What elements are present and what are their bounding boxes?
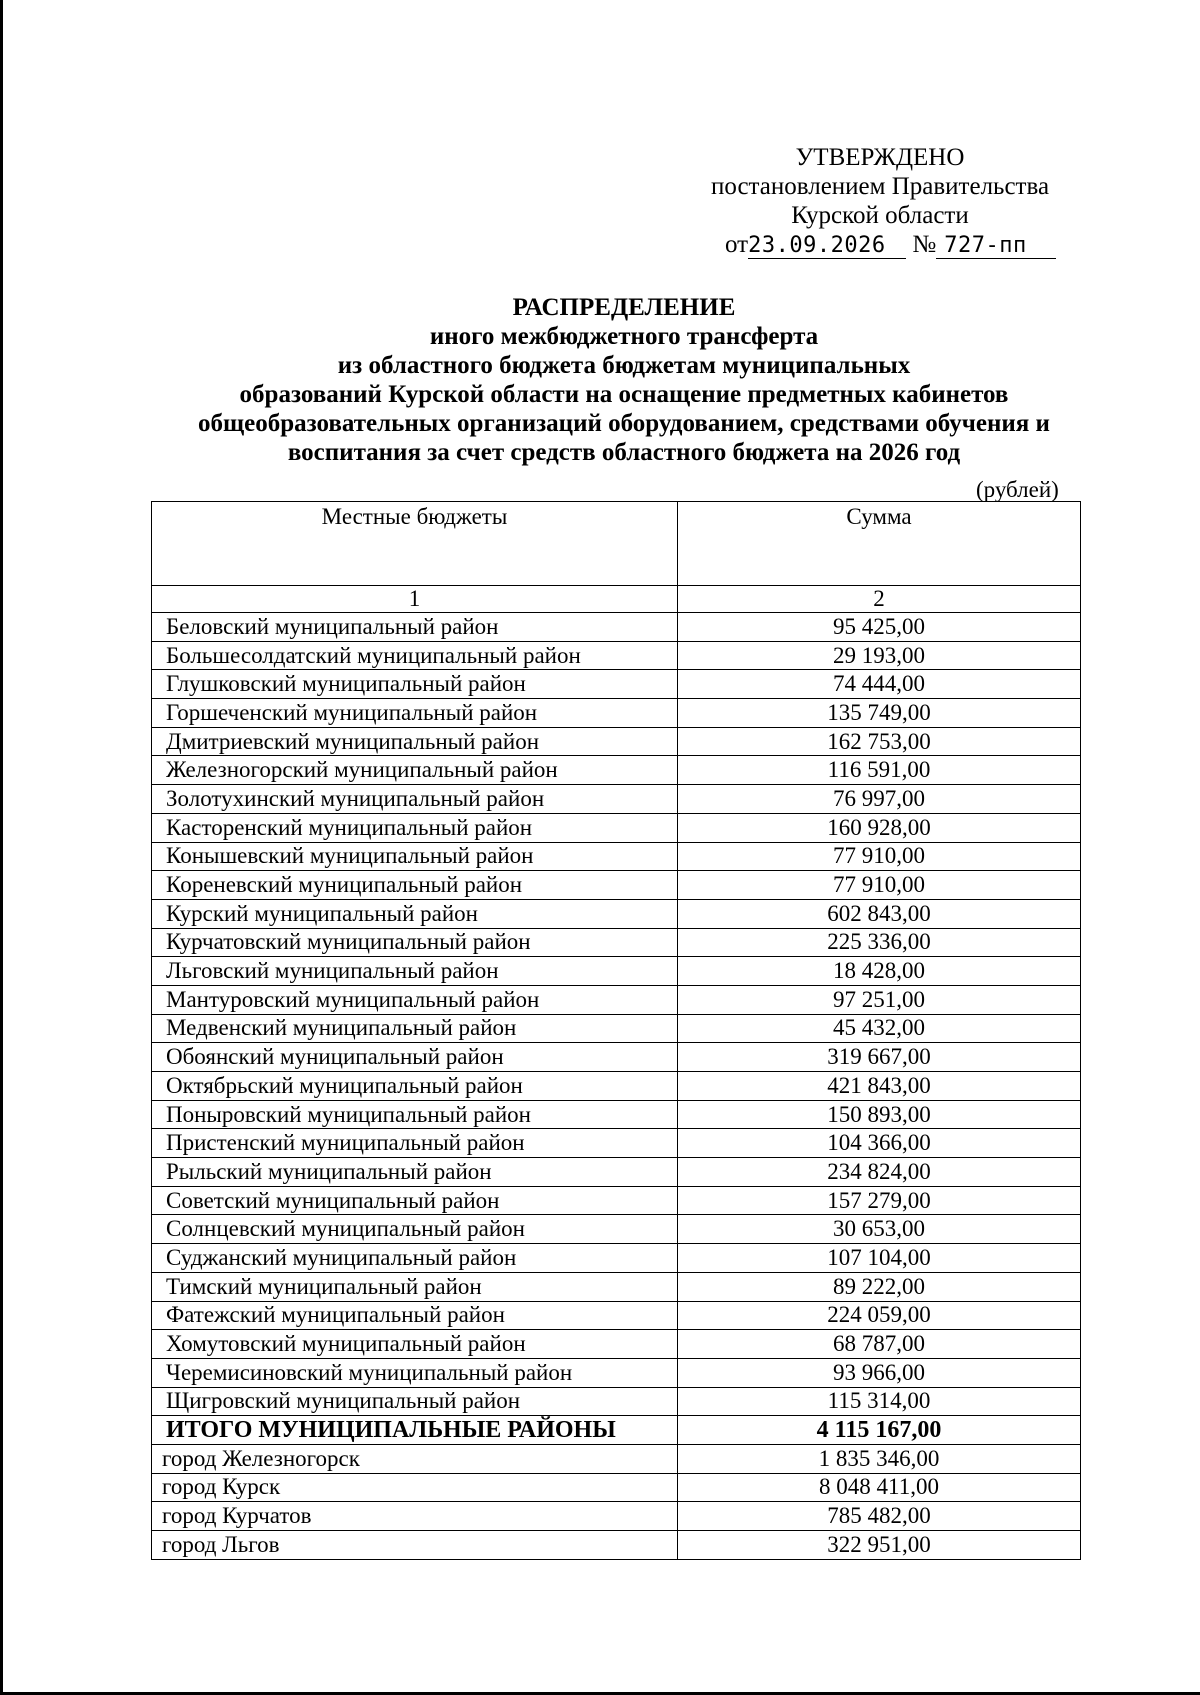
table-row bbox=[152, 1444, 1081, 1473]
row-name: Железногорский муниципальный район bbox=[152, 756, 678, 785]
row-amount: 234 824,00 bbox=[678, 1158, 1081, 1187]
table-row bbox=[152, 1473, 1081, 1502]
table-row bbox=[152, 1531, 1081, 1560]
table-row bbox=[152, 1129, 1081, 1158]
total-row bbox=[152, 1416, 1081, 1445]
row-name: Большесолдатский муниципальный район bbox=[152, 641, 678, 670]
table-row bbox=[152, 1043, 1081, 1072]
row-amount: 68 787,00 bbox=[678, 1330, 1081, 1359]
row-amount: 18 428,00 bbox=[678, 957, 1081, 986]
row-name: город Курчатов bbox=[152, 1502, 678, 1531]
table-row bbox=[152, 871, 1081, 900]
row-name: Фатежский муниципальный район bbox=[152, 1301, 678, 1330]
column-number: 1 bbox=[152, 586, 678, 613]
row-name: город Железногорск bbox=[152, 1444, 678, 1473]
title-heading: РАСПРЕДЕЛЕНИЕ bbox=[512, 294, 736, 321]
title-line: из областного бюджета бюджетам муниципальных bbox=[337, 352, 911, 379]
row-amount: 104 366,00 bbox=[678, 1129, 1081, 1158]
row-amount: 4 115 167,00 bbox=[678, 1416, 1081, 1445]
row-amount: 95 425,00 bbox=[678, 613, 1081, 642]
row-name: Щигровский муниципальный район bbox=[152, 1387, 678, 1416]
row-amount: 1 835 346,00 bbox=[678, 1444, 1081, 1473]
table-row bbox=[152, 1158, 1081, 1187]
row-amount: 77 910,00 bbox=[678, 871, 1081, 900]
row-name: Октябрьский муниципальный район bbox=[152, 1072, 678, 1101]
table-row bbox=[152, 899, 1081, 928]
table-row bbox=[152, 1387, 1081, 1416]
row-amount: 116 591,00 bbox=[678, 756, 1081, 785]
row-amount: 93 966,00 bbox=[678, 1358, 1081, 1387]
row-amount: 89 222,00 bbox=[678, 1272, 1081, 1301]
row-amount: 30 653,00 bbox=[678, 1215, 1081, 1244]
table-row bbox=[152, 1301, 1081, 1330]
row-name: Обоянский муниципальный район bbox=[152, 1043, 678, 1072]
header-amount: Сумма bbox=[678, 502, 1081, 586]
table-row bbox=[152, 1330, 1081, 1359]
document-title bbox=[140, 293, 1108, 467]
row-name: Дмитриевский муниципальный район bbox=[152, 727, 678, 756]
title-line: общеобразовательных организаций оборудованием, средствами обучения и bbox=[198, 410, 1050, 437]
title-line: воспитания за счет средств областного бюджета на 2026 год bbox=[287, 439, 961, 466]
table-row bbox=[152, 1100, 1081, 1129]
table-row bbox=[152, 1072, 1081, 1101]
column-number-row bbox=[152, 586, 1081, 613]
table-row bbox=[152, 928, 1081, 957]
row-name: город Курск bbox=[152, 1473, 678, 1502]
table-row bbox=[152, 1272, 1081, 1301]
table-row bbox=[152, 613, 1081, 642]
scan-left-edge bbox=[0, 0, 3, 1695]
row-name: Золотухинский муниципальный район bbox=[152, 785, 678, 814]
row-amount: 162 753,00 bbox=[678, 727, 1081, 756]
row-name: ИТОГО МУНИЦИПАЛЬНЫЕ РАЙОНЫ bbox=[152, 1416, 678, 1445]
table-row bbox=[152, 727, 1081, 756]
row-name: Горшеченский муниципальный район bbox=[152, 699, 678, 728]
row-amount: 602 843,00 bbox=[678, 899, 1081, 928]
title-line: образований Курской области на оснащение предметных кабинетов bbox=[239, 381, 1009, 408]
row-name: Советский муниципальный район bbox=[152, 1186, 678, 1215]
approval-line-3: Курской области bbox=[791, 202, 969, 229]
row-name: Хомутовский муниципальный район bbox=[152, 1330, 678, 1359]
row-name: Конышевский муниципальный район bbox=[152, 842, 678, 871]
approval-date: 23.09.2026 bbox=[748, 234, 906, 259]
row-amount: 225 336,00 bbox=[678, 928, 1081, 957]
row-amount: 135 749,00 bbox=[678, 699, 1081, 728]
table-row bbox=[152, 1186, 1081, 1215]
row-name: город Льгов bbox=[152, 1531, 678, 1560]
table-row bbox=[152, 785, 1081, 814]
table-row bbox=[152, 1244, 1081, 1273]
table-row bbox=[152, 842, 1081, 871]
row-amount: 29 193,00 bbox=[678, 641, 1081, 670]
unit-label: (рублей) bbox=[976, 477, 1059, 502]
date-prefix: от bbox=[725, 231, 749, 258]
row-amount: 76 997,00 bbox=[678, 785, 1081, 814]
table-row bbox=[152, 699, 1081, 728]
row-name: Солнцевский муниципальный район bbox=[152, 1215, 678, 1244]
approval-line-2: постановлением Правительства bbox=[710, 173, 1050, 200]
row-name: Курский муниципальный район bbox=[152, 899, 678, 928]
row-amount: 74 444,00 bbox=[678, 670, 1081, 699]
table-row bbox=[152, 1215, 1081, 1244]
approval-stamp bbox=[680, 143, 1080, 259]
row-amount: 45 432,00 bbox=[678, 1014, 1081, 1043]
row-name: Рыльский муниципальный район bbox=[152, 1158, 678, 1187]
table-row bbox=[152, 670, 1081, 699]
row-amount: 8 048 411,00 bbox=[678, 1473, 1081, 1502]
row-name: Медвенский муниципальный район bbox=[152, 1014, 678, 1043]
row-amount: 224 059,00 bbox=[678, 1301, 1081, 1330]
budget-table bbox=[151, 501, 1081, 1560]
table-row bbox=[152, 813, 1081, 842]
row-amount: 322 951,00 bbox=[678, 1531, 1081, 1560]
table-row bbox=[152, 1502, 1081, 1531]
row-name: Кореневский муниципальный район bbox=[152, 871, 678, 900]
row-amount: 77 910,00 bbox=[678, 842, 1081, 871]
approval-date-line bbox=[725, 230, 1080, 259]
table-row bbox=[152, 985, 1081, 1014]
row-name: Глушковский муниципальный район bbox=[152, 670, 678, 699]
row-name: Льговский муниципальный район bbox=[152, 957, 678, 986]
table-row bbox=[152, 641, 1081, 670]
title-line: иного межбюджетного трансферта bbox=[429, 323, 819, 350]
approval-heading: УТВЕРЖДЕНО bbox=[795, 144, 965, 171]
row-name: Пристенский муниципальный район bbox=[152, 1129, 678, 1158]
table-row bbox=[152, 1358, 1081, 1387]
row-name: Тимский муниципальный район bbox=[152, 1272, 678, 1301]
table-body bbox=[152, 586, 1081, 1560]
row-name: Мантуровский муниципальный район bbox=[152, 985, 678, 1014]
row-amount: 157 279,00 bbox=[678, 1186, 1081, 1215]
table-row bbox=[152, 957, 1081, 986]
table-header-row bbox=[152, 502, 1081, 586]
approval-number: 727-пп bbox=[936, 234, 1056, 259]
column-number: 2 bbox=[678, 586, 1081, 613]
row-amount: 160 928,00 bbox=[678, 813, 1081, 842]
row-name: Суджанский муниципальный район bbox=[152, 1244, 678, 1273]
row-amount: 319 667,00 bbox=[678, 1043, 1081, 1072]
row-amount: 107 104,00 bbox=[678, 1244, 1081, 1273]
row-name: Поныровский муниципальный район bbox=[152, 1100, 678, 1129]
number-prefix: № bbox=[912, 231, 937, 258]
row-amount: 150 893,00 bbox=[678, 1100, 1081, 1129]
row-amount: 785 482,00 bbox=[678, 1502, 1081, 1531]
table-row bbox=[152, 756, 1081, 785]
row-name: Беловский муниципальный район bbox=[152, 613, 678, 642]
row-amount: 115 314,00 bbox=[678, 1387, 1081, 1416]
row-name: Курчатовский муниципальный район bbox=[152, 928, 678, 957]
row-amount: 421 843,00 bbox=[678, 1072, 1081, 1101]
row-amount: 97 251,00 bbox=[678, 985, 1081, 1014]
row-name: Касторенский муниципальный район bbox=[152, 813, 678, 842]
table-row bbox=[152, 1014, 1081, 1043]
header-local-budgets: Местные бюджеты bbox=[152, 502, 678, 586]
row-name: Черемисиновский муниципальный район bbox=[152, 1358, 678, 1387]
